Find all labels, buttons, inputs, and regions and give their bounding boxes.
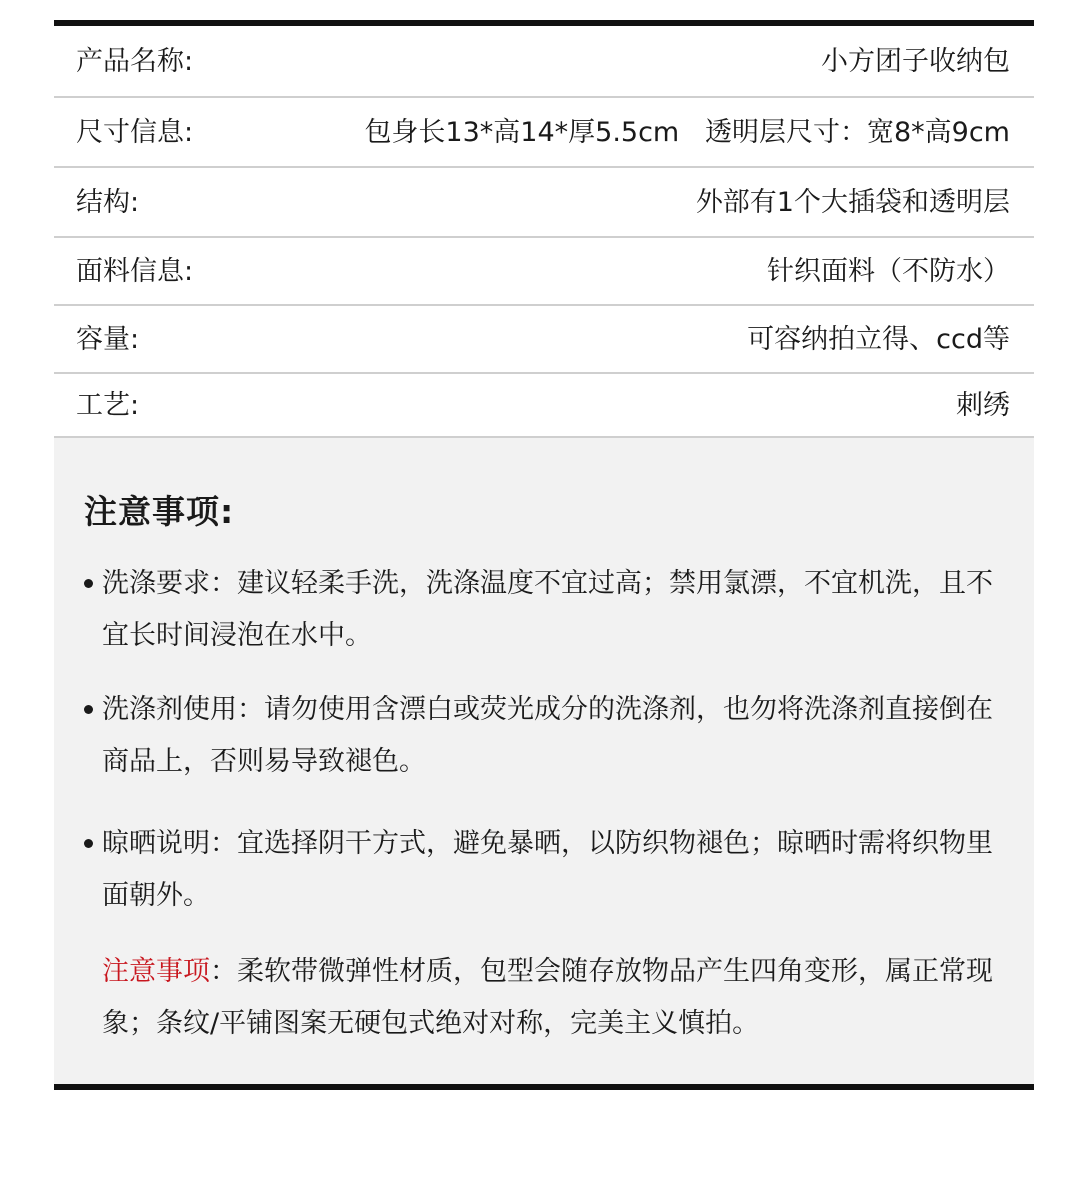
spec-row-fabric [54, 238, 1034, 306]
notes-title: 注意事项: [84, 492, 235, 531]
warning-label: 注意事项 [102, 956, 210, 987]
spec-table [54, 26, 1034, 438]
note-text: 洗涤剂使用：请勿使用含漂白或荧光成分的洗涤剂，也勿将洗涤剂直接倒在商品上，否则易导致褪色。 [102, 694, 993, 777]
care-notes-section [54, 438, 1034, 1084]
spec-label: 面料信息: [76, 255, 194, 287]
note-warning [84, 946, 1014, 1050]
spec-label: 结构: [76, 186, 140, 218]
bullet-icon [84, 839, 93, 848]
product-info-card [54, 20, 1034, 1090]
note-item-detergent [84, 684, 1014, 788]
spec-label: 尺寸信息: [76, 116, 194, 148]
spec-row-structure [54, 168, 1034, 238]
spec-row-craft [54, 374, 1034, 438]
note-item-drying [84, 818, 1014, 922]
spec-value: 刺绣 [956, 389, 1010, 421]
spec-label: 工艺: [76, 389, 140, 421]
bullet-icon [84, 579, 93, 588]
spec-value: 包身长13*高14*厚5.5cm 透明层尺寸：宽8*高9cm [364, 116, 1010, 148]
spec-row-size [54, 98, 1034, 168]
spec-value: 针织面料（不防水） [767, 255, 1010, 287]
spec-label: 容量: [76, 323, 140, 355]
spec-label: 产品名称: [76, 45, 194, 77]
note-text: 晾晒说明：宜选择阴干方式，避免暴晒，以防织物褪色；晾晒时需将织物里面朝外。 [102, 828, 993, 911]
spec-value: 可容纳拍立得、ccd等 [747, 323, 1010, 355]
spec-row-name [54, 26, 1034, 98]
spec-row-capacity [54, 306, 1034, 374]
warning-text: ：柔软带微弹性材质，包型会随存放物品产生四角变形，属正常现象；条纹/平铺图案无硬包式绝对对称，完美主义慎拍。 [102, 956, 993, 1039]
note-item-washing [84, 558, 1014, 662]
spec-value: 小方团子收纳包 [821, 45, 1010, 77]
note-text: 洗涤要求：建议轻柔手洗，洗涤温度不宜过高；禁用氯漂，不宜机洗，且不宜长时间浸泡在水中。 [102, 568, 993, 651]
spec-value: 外部有1个大插袋和透明层 [695, 186, 1010, 218]
bullet-icon [84, 705, 93, 714]
